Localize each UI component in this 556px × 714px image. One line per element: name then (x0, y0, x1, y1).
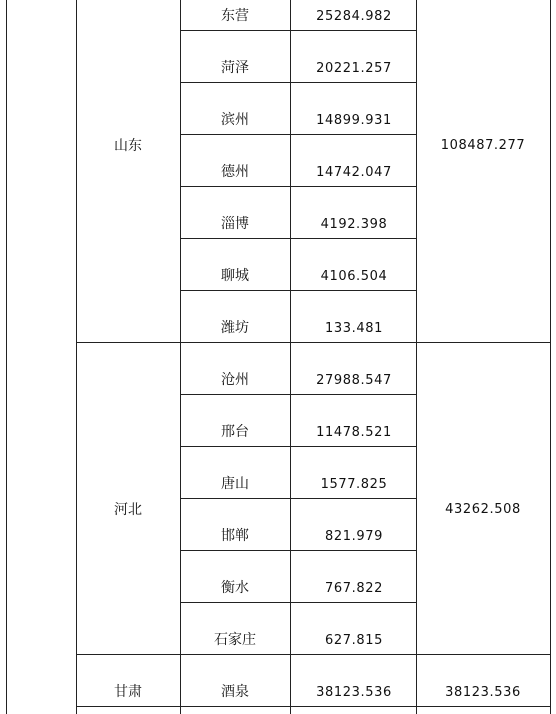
city-name: 沧州 (221, 372, 249, 388)
city-name: 菏泽 (221, 60, 249, 76)
province-name: 河北 (114, 502, 142, 518)
city-name: 东营 (221, 8, 249, 24)
city-name: 酒泉 (221, 684, 249, 700)
column-divider (180, 0, 181, 714)
group-divider (76, 342, 551, 343)
province-name: 甘肃 (114, 684, 142, 700)
province-total: 43262.508 (445, 502, 521, 517)
city-name: 衡水 (221, 580, 249, 596)
row-divider (290, 498, 417, 499)
table-border-right (550, 0, 551, 714)
city-name: 聊城 (221, 268, 249, 284)
row-divider (180, 602, 291, 603)
city-value: 133.481 (325, 321, 383, 336)
city-value: 1577.825 (320, 477, 388, 492)
row-divider (290, 82, 417, 83)
city-value: 20221.257 (316, 61, 392, 76)
row-divider (180, 550, 291, 551)
province-total: 38123.536 (445, 685, 521, 700)
city-name: 石家庄 (214, 632, 256, 648)
row-divider (180, 290, 291, 291)
row-divider (290, 134, 417, 135)
row-divider (180, 82, 291, 83)
group-divider (76, 706, 551, 707)
city-value: 25284.982 (316, 9, 392, 24)
province-total: 108487.277 (440, 138, 526, 153)
row-divider (180, 446, 291, 447)
city-name: 邯郸 (221, 528, 249, 544)
city-value: 627.815 (325, 633, 383, 648)
city-name: 滨州 (221, 112, 249, 128)
row-divider (290, 446, 417, 447)
row-divider (290, 602, 417, 603)
row-divider (180, 498, 291, 499)
column-divider (290, 0, 291, 714)
city-name: 唐山 (221, 476, 249, 492)
city-name: 淄博 (221, 216, 249, 232)
row-divider (180, 134, 291, 135)
row-divider (180, 30, 291, 31)
city-name: 潍坊 (221, 320, 249, 336)
row-divider (180, 238, 291, 239)
city-value: 27988.547 (316, 373, 392, 388)
city-value: 821.979 (325, 529, 383, 544)
column-divider (76, 0, 77, 714)
row-divider (180, 394, 291, 395)
province-name: 山东 (114, 138, 142, 154)
row-divider (290, 30, 417, 31)
row-divider (290, 186, 417, 187)
row-divider (290, 394, 417, 395)
group-divider (76, 654, 551, 655)
column-divider (416, 0, 417, 714)
city-value: 14742.047 (316, 165, 392, 180)
row-divider (290, 550, 417, 551)
table-border-left (6, 0, 7, 714)
city-value: 4192.398 (320, 217, 388, 232)
row-divider (290, 238, 417, 239)
city-value: 38123.536 (316, 685, 392, 700)
city-name: 邢台 (221, 424, 249, 440)
city-value: 767.822 (325, 581, 383, 596)
row-divider (180, 186, 291, 187)
city-value: 14899.931 (316, 113, 392, 128)
city-value: 11478.521 (316, 425, 392, 440)
city-name: 德州 (221, 164, 249, 180)
city-value: 4106.504 (320, 269, 388, 284)
row-divider (290, 290, 417, 291)
